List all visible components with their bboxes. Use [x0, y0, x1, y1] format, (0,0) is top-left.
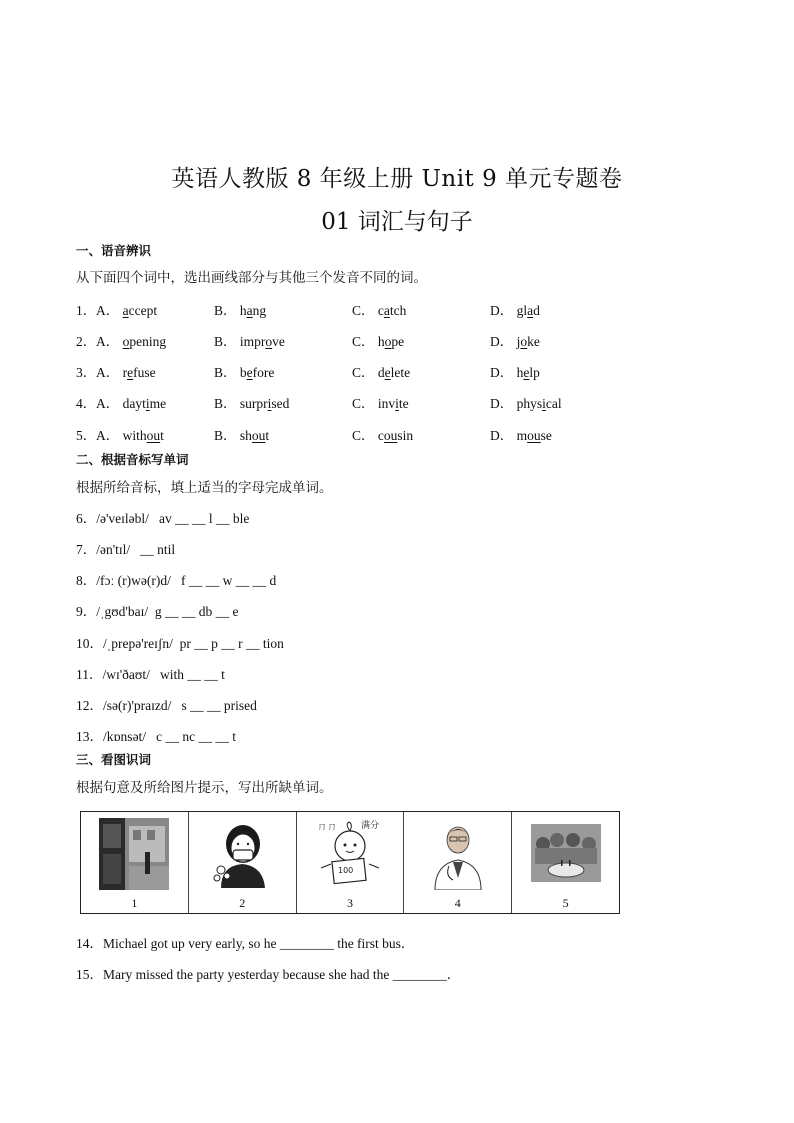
sentence-question: 14．Michael got up very early, so he ________ the first bus． — [76, 936, 415, 951]
underlined-letters: ou — [527, 428, 541, 443]
word-prefix: gl — [516, 303, 528, 318]
picture-number: 2 — [239, 896, 246, 910]
underlined-letters: a — [527, 303, 534, 318]
word-suffix: ng — [252, 303, 267, 318]
picture-cell-5 — [512, 812, 619, 913]
picture-number: 1 — [131, 896, 138, 910]
option-label: A． — [96, 428, 123, 443]
underlined-letters: i — [395, 396, 399, 411]
option-label: B． — [214, 428, 240, 443]
option-a — [96, 392, 166, 412]
underlined-letters: e — [127, 365, 134, 380]
question-number: 1． — [76, 303, 97, 318]
word-prefix: d — [377, 365, 385, 380]
option-label: C． — [352, 334, 378, 349]
word-prefix: r — [122, 365, 128, 380]
section1-instruction: 从下面四个词中，选出画线部分与其他三个发音不同的词。 — [76, 270, 427, 286]
underlined-letters: ou — [251, 428, 266, 443]
underlined-letters: e — [246, 365, 253, 380]
phonetic-question: 9．/ˌgʊd'baɪ/ g __ __ db __ e — [76, 604, 239, 619]
section1-heading: 一、语音辨识 — [76, 243, 152, 258]
word-suffix: pe — [391, 334, 405, 349]
option-label: A． — [96, 303, 123, 318]
phonetic-question: 11．/wɪ'ðaʊt/ with __ __ t — [76, 667, 225, 682]
option-label: C． — [352, 396, 378, 411]
option-label: D． — [490, 396, 517, 411]
underlined-letters: i — [542, 396, 546, 411]
option-label: D． — [490, 428, 517, 443]
word-prefix: with — [122, 428, 147, 443]
picture-cell-4 — [404, 812, 512, 913]
question-number: 2． — [76, 334, 97, 349]
underlined-letters: e — [384, 365, 391, 380]
word-suffix: fore — [252, 365, 275, 380]
option-b — [214, 299, 266, 319]
section3-heading: 三、看图识词 — [76, 752, 152, 767]
word-prefix: dayt — [122, 396, 146, 411]
underlined-letters: e — [523, 365, 530, 380]
phonetic-question: 13．/kɒnsət/ c __ nc __ __ t — [76, 729, 237, 744]
word-prefix: h — [377, 334, 385, 349]
underlined-letters: a — [246, 303, 253, 318]
phonetic-question: 10．/ˌprepə'reɪʃn/ pr __ p __ r __ tion — [76, 636, 284, 651]
option-a — [96, 330, 166, 350]
cartoon-text-right: 满分 — [360, 821, 379, 831]
word-suffix: tch — [389, 303, 407, 318]
word-suffix: t — [265, 428, 270, 443]
option-label: A． — [96, 334, 123, 349]
word-suffix: cal — [545, 396, 562, 411]
word-suffix: sin — [397, 428, 414, 443]
question-number: 5． — [76, 428, 97, 443]
option-a — [96, 299, 157, 319]
section3-instruction: 根据句意及所给图片提示，写出所缺单词。 — [76, 780, 333, 796]
word-prefix: sh — [239, 428, 252, 443]
option-label: C． — [352, 428, 378, 443]
option-label: B． — [214, 396, 240, 411]
word-suffix: lete — [390, 365, 411, 380]
masked-girl-icon — [207, 818, 277, 890]
word-suffix: se — [540, 428, 552, 443]
underlined-letters: i — [145, 396, 150, 411]
birthday-party-photo-icon — [529, 818, 603, 890]
option-d — [490, 299, 540, 319]
word-prefix: inv — [377, 396, 396, 411]
picture-number: 5 — [562, 896, 569, 910]
word-prefix: m — [516, 428, 528, 443]
option-label: B． — [214, 365, 240, 380]
option-a — [96, 361, 156, 381]
picture-number: 4 — [454, 896, 461, 910]
picture-cell-2 — [189, 812, 297, 913]
phonetic-question: 7．/ən'tɪl/ __ ntil — [76, 542, 176, 557]
word-suffix: pening — [129, 334, 167, 349]
document-subtitle: 01 词汇与句子 — [321, 209, 473, 235]
phonetic-question: 12．/sə(r)'praɪzd/ s __ __ prised — [76, 698, 257, 713]
word-suffix: d — [533, 303, 540, 318]
sentence-question: 15．Mary missed the party yesterday because she had the ________． — [76, 967, 461, 982]
underlined-letters: a — [383, 303, 390, 318]
word-prefix: h — [516, 365, 524, 380]
word-suffix: lp — [529, 365, 540, 380]
underlined-letters: o — [520, 334, 528, 349]
option-label: A． — [96, 365, 123, 380]
word-suffix: t — [160, 428, 164, 443]
option-label: D． — [490, 303, 517, 318]
option-label: A． — [96, 396, 123, 411]
word-prefix: phys — [516, 396, 543, 411]
word-suffix: ve — [272, 334, 285, 349]
option-a — [96, 424, 164, 444]
word-prefix: j — [516, 334, 521, 349]
option-d — [490, 330, 540, 350]
underlined-letters: o — [384, 334, 392, 349]
option-d — [490, 361, 540, 381]
picture-table — [80, 811, 620, 914]
underlined-letters: o — [122, 334, 130, 349]
underlined-letters: a — [122, 303, 129, 318]
underlined-letters: o — [265, 334, 273, 349]
option-c — [352, 361, 410, 381]
option-c — [352, 392, 409, 412]
word-prefix: c — [377, 428, 384, 443]
cartoon-text-left: ㄇㄇ — [316, 822, 337, 833]
question-number: 3． — [76, 365, 97, 380]
word-prefix: impr — [239, 334, 266, 349]
section2-heading: 二、根据音标写单词 — [76, 452, 189, 467]
underlined-letters: ou — [146, 428, 161, 443]
underlined-letters: i — [267, 396, 272, 411]
option-label: D． — [490, 334, 517, 349]
option-label: B． — [214, 303, 240, 318]
picture-cell-3 — [297, 812, 405, 913]
document-title: 英语人教版 8 年级上册 Unit 9 单元专题卷 — [171, 166, 623, 192]
option-label: C． — [352, 303, 378, 318]
option-c — [352, 330, 404, 350]
word-suffix: fuse — [133, 365, 156, 380]
option-label: C． — [352, 365, 378, 380]
option-c — [352, 424, 413, 444]
word-suffix: sed — [271, 396, 290, 411]
word-suffix: me — [149, 396, 167, 411]
picture-number: 3 — [346, 896, 353, 910]
doctor-icon — [423, 818, 493, 890]
word-prefix: c — [377, 303, 384, 318]
cartoon-paper-score: 100 — [337, 866, 354, 875]
option-b — [214, 392, 289, 412]
section2-instruction: 根据所给音标，填上适当的字母完成单词。 — [76, 480, 333, 496]
option-d — [490, 424, 552, 444]
option-d — [490, 392, 562, 412]
word-prefix: surpr — [239, 396, 268, 411]
question-number: 4． — [76, 396, 97, 411]
bus-stop-photo-icon — [99, 818, 169, 890]
phonetic-question: 6．/ə'veɪləbl/ av __ __ l __ ble — [76, 511, 250, 526]
option-label: D． — [490, 365, 517, 380]
option-c — [352, 299, 406, 319]
word-suffix: ccept — [128, 303, 158, 318]
picture-cell-1 — [81, 812, 189, 913]
option-b — [214, 361, 274, 381]
full-score-cartoon-icon — [315, 818, 385, 890]
word-suffix: te — [398, 396, 409, 411]
word-prefix: h — [239, 303, 247, 318]
underlined-letters: ou — [383, 428, 398, 443]
word-suffix: ke — [527, 334, 540, 349]
option-label: B． — [214, 334, 240, 349]
word-prefix: b — [239, 365, 247, 380]
option-b — [214, 424, 269, 444]
phonetic-question: 8．/fɔː (r)wə(r)d/ f __ __ w __ __ d — [76, 573, 277, 588]
option-b — [214, 330, 285, 350]
